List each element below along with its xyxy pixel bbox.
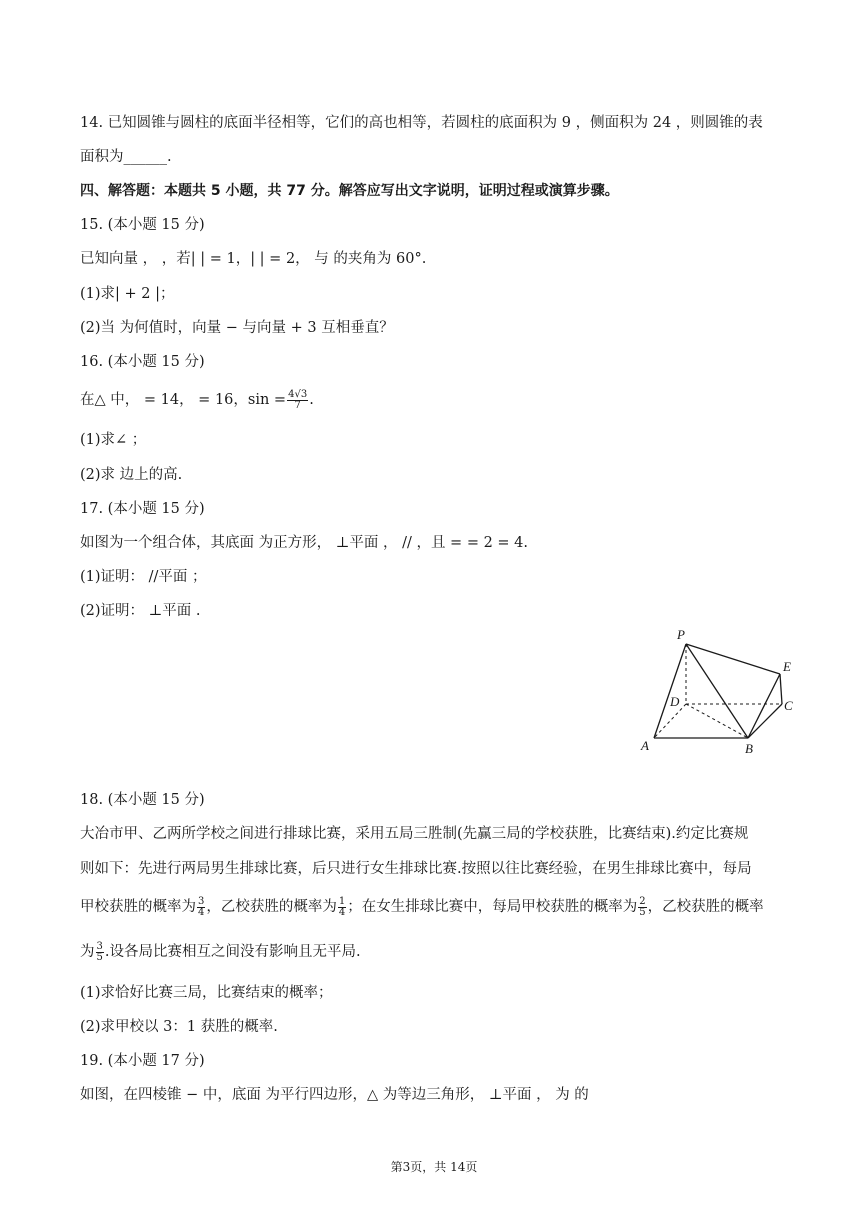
q14-line1: 14. 已知圆锥与圆柱的底面半径相等，它们的高也相等，若圆柱的底面积为 9 ，侧面积为 24 ，则圆锥的表 — [80, 115, 763, 131]
q18-text-f: .设各局比赛相互之间没有影响且无平局. — [104, 944, 361, 960]
q18-part1: (1)求恰好比赛三局，比赛结束的概率； — [80, 985, 333, 1001]
label-A: A — [641, 738, 649, 753]
q18-text-d: ，乙校获胜的概率 — [647, 899, 764, 915]
q18-fraction-4 — [96, 942, 104, 963]
q16-fraction — [287, 390, 308, 411]
q16-frac-num: 4√3 — [288, 388, 308, 400]
page-footer: 第3页，共 14页 — [390, 1160, 478, 1174]
edge-DA — [654, 704, 686, 738]
label-D: D — [670, 694, 680, 709]
q16-stem-text: 在△ 中， = 14， = 16，sin = — [80, 392, 287, 408]
q18-text-b: ，乙校获胜的概率为 — [206, 899, 337, 915]
q19-header: 19. (本小题 17 分) — [80, 1053, 205, 1069]
edge-EB — [748, 674, 780, 738]
edge-PB — [686, 644, 748, 738]
q17-part1: (1)证明： //平面 ； — [80, 569, 207, 585]
q18-text-e: 为 — [80, 944, 95, 960]
q14-line2: 面积为______. — [80, 149, 172, 165]
q18-f4-num: 3 — [96, 940, 103, 952]
edge-CB — [748, 704, 782, 738]
q18-f4-den: 5 — [96, 951, 103, 963]
q18-stem-line2: 则如下：先进行两局男生排球比赛，后只进行女生排球比赛.按照以往比赛经验，在男生排球比赛中，每局 — [80, 861, 752, 877]
q18-stem-line1: 大冶市甲、乙两所学校之间进行排球比赛，采用五局三胜制(先赢三局的学校获胜，比赛结束).约定比赛规 — [80, 826, 749, 842]
q18-text-a: 甲校获胜的概率为 — [80, 899, 196, 915]
q18-f3-den: 5 — [639, 906, 646, 918]
label-P: P — [677, 627, 685, 642]
edge-EC — [780, 674, 782, 704]
label-B: B — [745, 741, 753, 756]
q16-stem — [80, 389, 314, 411]
q18-fraction-3 — [638, 897, 646, 918]
q17-part2: (2)证明： ⊥平面 . — [80, 603, 201, 619]
edge-DB — [686, 704, 748, 738]
q18-f1-num: 3 — [198, 895, 205, 907]
q18-f3-num: 2 — [639, 895, 646, 907]
q18-fraction-1 — [197, 897, 205, 918]
q15-stem: 已知向量 ， ，若| | = 1，| | = 2， 与 的夹角为 60°. — [80, 251, 427, 267]
q18-stem-line4 — [80, 941, 361, 963]
geometry-figure — [636, 622, 804, 762]
q16-frac-den: 7 — [294, 399, 301, 411]
q15-part1: (1)求| + 2 |； — [80, 286, 175, 302]
q17-stem: 如图为一个组合体，其底面 为正方形， ⊥平面 ， // ，且 = = 2 = 4. — [80, 535, 529, 551]
label-C: C — [784, 698, 793, 713]
label-E: E — [783, 659, 791, 674]
edge-PA — [654, 644, 686, 738]
q15-part2: (2)当 为何值时，向量 − 与向量 + 3 互相垂直？ — [80, 320, 394, 336]
q18-part2: (2)求甲校以 3：1 获胜的概率. — [80, 1019, 278, 1035]
q17-header: 17. (本小题 15 分) — [80, 501, 205, 517]
q18-fraction-2 — [338, 897, 346, 918]
q18-f2-den: 4 — [338, 906, 346, 918]
q18-text-c: ；在女生排球比赛中，每局甲校获胜的概率为 — [347, 899, 638, 915]
q18-stem-line3 — [80, 896, 764, 918]
q16-header: 16. (本小题 15 分) — [80, 354, 205, 370]
q18-f2-num: 1 — [338, 895, 346, 907]
q16-stem-end: . — [309, 392, 314, 408]
q18-header: 18. (本小题 15 分) — [80, 792, 205, 808]
q19-stem: 如图，在四棱锥 − 中，底面 为平行四边形，△ 为等边三角形， ⊥平面 ， 为 的 — [80, 1087, 589, 1103]
edge-PE — [686, 644, 780, 674]
section-heading: 四、解答题：本题共 5 小题，共 77 分。解答应写出文字说明，证明过程或演算步骤。 — [80, 183, 619, 199]
q16-part2: (2)求 边上的高. — [80, 467, 183, 483]
q18-f1-den: 4 — [198, 906, 205, 918]
q15-header: 15. (本小题 15 分) — [80, 217, 205, 233]
q16-part1: (1)求∠ ； — [80, 432, 147, 448]
